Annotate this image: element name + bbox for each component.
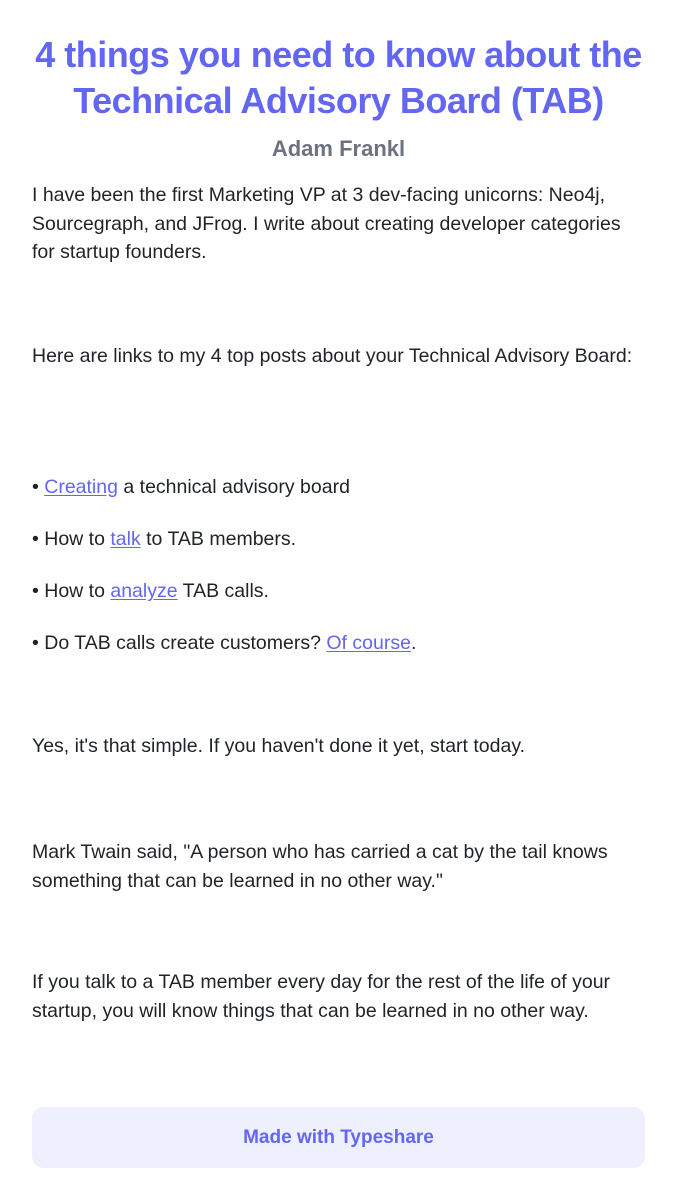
list-item: • How to talk to TAB members.	[32, 528, 297, 550]
author-name: Adam Frankl	[271, 136, 406, 161]
creating-link[interactable]: Creating	[44, 476, 118, 498]
list-item: • How to analyze TAB calls.	[32, 580, 269, 602]
bullet-marker: •	[32, 476, 39, 498]
links-intro-paragraph: Here are links to my 4 top posts about your Technical Advisory Board:	[32, 345, 633, 367]
closing-paragraph: If you talk to a TAB member every day for the rest of the life of your startup, you will know things that can be learned in no other way.	[32, 971, 611, 1022]
talk-link[interactable]: talk	[110, 528, 141, 550]
list-item: • Creating a technical advisory board	[32, 476, 350, 498]
simple-paragraph: Yes, it's that simple. If you haven't done it yet, start today.	[32, 735, 526, 757]
article-title: 4 things you need to know about the Technical Advisory Board (TAB)	[35, 34, 642, 121]
list-item: • Do TAB calls create customers? Of course.	[32, 632, 417, 654]
of-course-link[interactable]: Of course	[326, 632, 411, 654]
quote-paragraph: Mark Twain said, "A person who has carried a cat by the tail knows something that can be learned in no other way."	[32, 841, 608, 892]
analyze-link[interactable]: analyze	[110, 580, 178, 602]
bullet-marker: •	[32, 528, 39, 550]
bullet-marker: •	[32, 580, 39, 602]
made-with-typeshare-button[interactable]: Made with Typeshare	[32, 1107, 645, 1168]
bullet-marker: •	[32, 632, 39, 654]
intro-paragraph: I have been the first Marketing VP at 3 dev-facing unicorns: Neo4j, Sourcegraph, and JFrog. I write about creating developer categories for startup founders.	[32, 184, 621, 263]
